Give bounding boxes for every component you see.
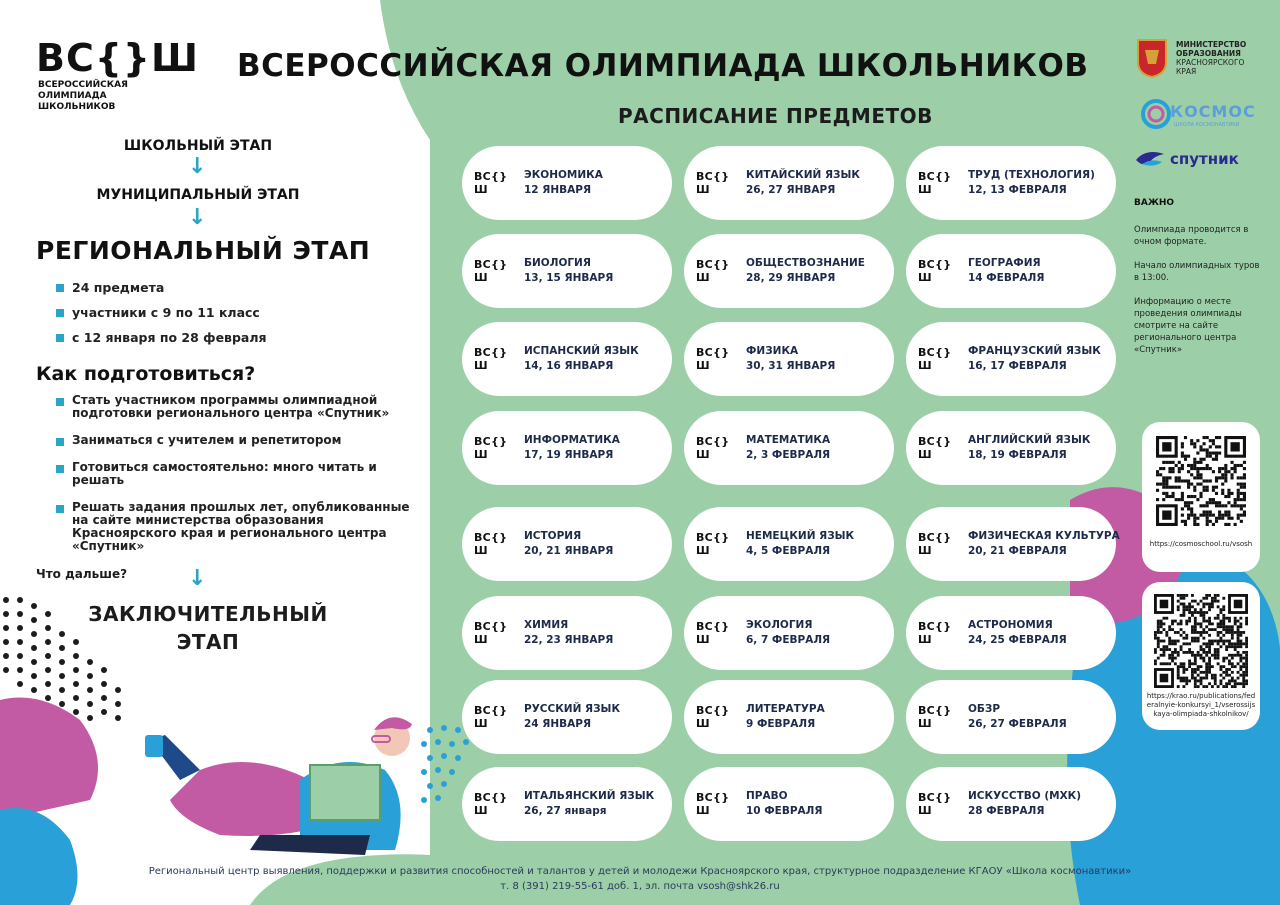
subject-text [746,256,865,286]
regional-facts [56,280,267,345]
stage-regional: РЕГИОНАЛЬНЫЙ ЭТАП [36,236,371,265]
stage-final: ЗАКЛЮЧИТЕЛЬНЫЙ ЭТАП [88,602,328,654]
subject-card [906,146,1116,220]
qr-code-icon [1156,436,1246,526]
stage-municipal: МУНИЦИПАЛЬНЫЙ ЭТАП [96,187,300,203]
subject-name: ЭКОЛОГИЯ [746,619,813,631]
subject-text [968,789,1081,819]
subject-date: 9 ФЕВРАЛЯ [746,718,816,730]
subject-text [524,702,620,732]
subject-date: 26, 27 января [524,805,607,817]
subject-date: 14 ФЕВРАЛЯ [968,272,1045,284]
subject-date: 26, 27 ЯНВАРЯ [746,184,836,196]
subject-text [524,433,620,463]
subject-text [746,344,835,374]
subject-card [684,146,894,220]
subject-text [968,702,1067,732]
subject-text [524,789,654,819]
subject-text [524,168,603,198]
prep-item: Стать участником программы олимпиадной подготовки регионального центра «Спутник» [56,394,428,420]
subject-date: 20, 21 ФЕВРАЛЯ [968,545,1067,557]
vsosh-logo: ВС{}Ш [36,36,199,80]
down-arrow-icon: ↓ [188,205,207,230]
subject-card [462,767,672,841]
subject-name: ИНФОРМАТИКА [524,434,620,446]
subject-date: 20, 21 ЯНВАРЯ [524,545,614,557]
subject-date: 6, 7 ФЕВРАЛЯ [746,634,831,646]
card-logo: ВС{}Ш [474,258,508,284]
important-title: ВАЖНО [1134,198,1175,208]
subject-card [906,322,1116,396]
subject-name: ИСКУССТВО (МХК) [968,790,1082,802]
subject-name: ИТАЛЬЯНСКИЙ ЯЗЫК [524,790,655,802]
subject-card [684,596,894,670]
subject-name: ОБЩЕСТВОЗНАНИЕ [746,257,865,269]
subject-card [684,411,894,485]
subject-name: ГЕОГРАФИЯ [968,257,1041,269]
card-logo: ВС{}Ш [474,791,508,817]
subject-text [524,529,613,559]
subject-date: 16, 17 ФЕВРАЛЯ [968,360,1067,372]
card-logo: ВС{}Ш [918,170,952,196]
subject-text [968,168,1095,198]
subject-card [462,322,672,396]
card-logo: ВС{}Ш [918,791,952,817]
vsosh-logo-subtitle: ВСЕРОССИЙСКАЯ ОЛИМПИАДА ШКОЛЬНИКОВ [38,80,128,112]
cosmoschool-logo: КОСМОС ШКОЛА КОСМОНАВТИКИ [1134,96,1244,136]
subject-date: 12 ЯНВАРЯ [524,184,592,196]
subject-name: ЭКОНОМИКА [524,169,603,181]
subject-name: РУССКИЙ ЯЗЫК [524,703,621,715]
card-logo: ВС{}Ш [696,258,730,284]
subject-card [906,767,1116,841]
sputnik-logo-icon [1134,148,1166,170]
subject-name: ФИЗИЧЕСКАЯ КУЛЬТУРА [968,530,1120,542]
subject-date: 4, 5 ФЕВРАЛЯ [746,545,831,557]
subject-text [524,256,613,286]
card-logo: ВС{}Ш [918,346,952,372]
subject-date: 24, 25 ФЕВРАЛЯ [968,634,1067,646]
down-arrow-icon: ↓ [188,154,207,179]
subject-text [968,618,1067,648]
card-logo: ВС{}Ш [918,531,952,557]
ministry-logo-text: МИНИСТЕРСТВО ОБРАЗОВАНИЯ КРАСНОЯРСКОГО КРАЯ [1176,40,1247,76]
prep-item: Готовиться самостоятельно: много читать и решать [56,461,428,487]
subject-text [968,344,1101,374]
subject-card [906,411,1116,485]
subject-date: 28, 29 ЯНВАРЯ [746,272,836,284]
card-logo: ВС{}Ш [474,704,508,730]
subject-name: НЕМЕЦКИЙ ЯЗЫК [746,530,855,542]
subject-text [746,529,854,559]
important-notes: Олимпиада проводится в очном формате. Начало олимпиадных туров в 13:00. Информацию о месте проведения олимпиады смотрите на сайте регионального центра «Спутник» [1134,225,1260,355]
card-logo: ВС{}Ш [918,435,952,461]
subject-name: ПРАВО [746,790,788,802]
card-logo: ВС{}Ш [696,346,730,372]
subject-date: 28 ФЕВРАЛЯ [968,805,1045,817]
subject-name: КИТАЙСКИЙ ЯЗЫК [746,169,860,181]
subject-text [968,256,1044,286]
fact-item: участники с 9 по 11 класс [56,305,267,320]
krasnoyarsk-emblem-icon [1134,36,1170,78]
subject-card [462,146,672,220]
card-logo: ВС{}Ш [474,346,508,372]
subject-text [746,168,860,198]
qr-card-krao[interactable] [1142,582,1260,730]
subject-name: ТРУД (ТЕХНОЛОГИЯ) [968,169,1095,181]
subject-text [746,433,830,463]
card-logo: ВС{}Ш [696,435,730,461]
subject-date: 14, 16 ЯНВАРЯ [524,360,614,372]
footer [0,864,1280,894]
subject-card [462,507,672,581]
down-arrow-icon: ↓ [188,566,207,591]
prep-title: Как подготовиться? [36,363,256,385]
card-logo: ВС{}Ш [918,704,952,730]
subject-card [462,234,672,308]
footer-org: Региональный центр выявления, поддержки и развития способностей и талантов у детей и молодежи Красноярского края, структурное подразделение КГАОУ «Школа космонавтики» [148,866,1132,877]
prep-item: Решать задания прошлых лет, опубликованные на сайте министерства образования Красноярского края и регионального центра «Спутник» [56,501,428,553]
card-logo: ВС{}Ш [474,170,508,196]
prep-list [56,394,428,567]
subject-card [684,767,894,841]
footer-contacts[interactable]: т. 8 (391) 219-55-61 доб. 1, эл. почта vsosh@shk26.ru [500,881,780,892]
fact-item: 24 предмета [56,280,267,295]
subject-date: 26, 27 ФЕВРАЛЯ [968,718,1067,730]
subject-name: ФИЗИКА [746,345,799,357]
prep-item: Заниматься с учителем и репетитором [56,434,428,447]
card-logo: ВС{}Ш [474,435,508,461]
subject-date: 24 ЯНВАРЯ [524,718,592,730]
subject-card [462,411,672,485]
subject-name: АНГЛИЙСКИЙ ЯЗЫК [968,434,1091,446]
card-logo: ВС{}Ш [918,258,952,284]
subject-text [968,433,1090,463]
card-logo: ВС{}Ш [696,791,730,817]
subject-card [462,596,672,670]
subject-card [906,507,1120,581]
card-logo: ВС{}Ш [474,620,508,646]
card-logo: ВС{}Ш [696,531,730,557]
subject-date: 30, 31 ЯНВАРЯ [746,360,836,372]
subject-name: БИОЛОГИЯ [524,257,591,269]
schedule-title: РАСПИСАНИЕ ПРЕДМЕТОВ [618,104,933,128]
fact-item: с 12 января по 28 февраля [56,330,267,345]
card-logo: ВС{}Ш [918,620,952,646]
subject-name: ОБЗР [968,703,1001,715]
subject-date: 12, 13 ФЕВРАЛЯ [968,184,1067,196]
subject-date: 10 ФЕВРАЛЯ [746,805,823,817]
subject-date: 17, 19 ЯНВАРЯ [524,449,614,461]
subject-text [968,529,1120,559]
card-logo: ВС{}Ш [696,170,730,196]
subject-name: ФРАНЦУЗСКИЙ ЯЗЫК [968,345,1101,357]
subject-text [746,618,830,648]
subject-name: ИСТОРИЯ [524,530,582,542]
subject-name: МАТЕМАТИКА [746,434,831,446]
next-question: Что дальше? [36,567,128,581]
card-logo: ВС{}Ш [696,704,730,730]
subject-card [906,596,1116,670]
subject-card [462,680,672,754]
subject-name: АСТРОНОМИЯ [968,619,1053,631]
subject-text [524,618,613,648]
qr-link-text[interactable]: https://krao.ru/publications/federalnyie-konkursyi_1/vserossijskaya-olimpiada-shkolnikov/ [1146,692,1256,718]
subject-text [746,702,825,732]
stage-school: ШКОЛЬНЫЙ ЭТАП [123,138,273,154]
qr-card-cosmoschool[interactable] [1142,422,1260,572]
sputnik-logo-text: спутник [1170,150,1239,168]
subject-card [684,322,894,396]
subject-card [906,234,1116,308]
card-logo: ВС{}Ш [696,620,730,646]
subject-date: 13, 15 ЯНВАРЯ [524,272,614,284]
subject-name: ИСПАНСКИЙ ЯЗЫК [524,345,639,357]
subject-date: 22, 23 ЯНВАРЯ [524,634,614,646]
qr-code-icon [1154,594,1248,688]
subject-date: 2, 3 ФЕВРАЛЯ [746,449,831,461]
cosmos-ring-icon [1134,96,1174,132]
card-logo: ВС{}Ш [474,531,508,557]
subject-card [684,680,894,754]
subject-name: ЛИТЕРАТУРА [746,703,825,715]
subject-card [684,507,894,581]
subject-card [684,234,894,308]
subject-text [746,789,822,819]
subject-text [524,344,639,374]
qr-link-text[interactable]: https://cosmoschool.ru/vsosh [1149,540,1253,548]
reading-person-illustration [140,710,440,870]
subject-date: 18, 19 ФЕВРАЛЯ [968,449,1067,461]
subject-name: ХИМИЯ [524,619,569,631]
subject-card [906,680,1116,754]
page-title: ВСЕРОССИЙСКАЯ ОЛИМПИАДА ШКОЛЬНИКОВ [237,48,1089,84]
